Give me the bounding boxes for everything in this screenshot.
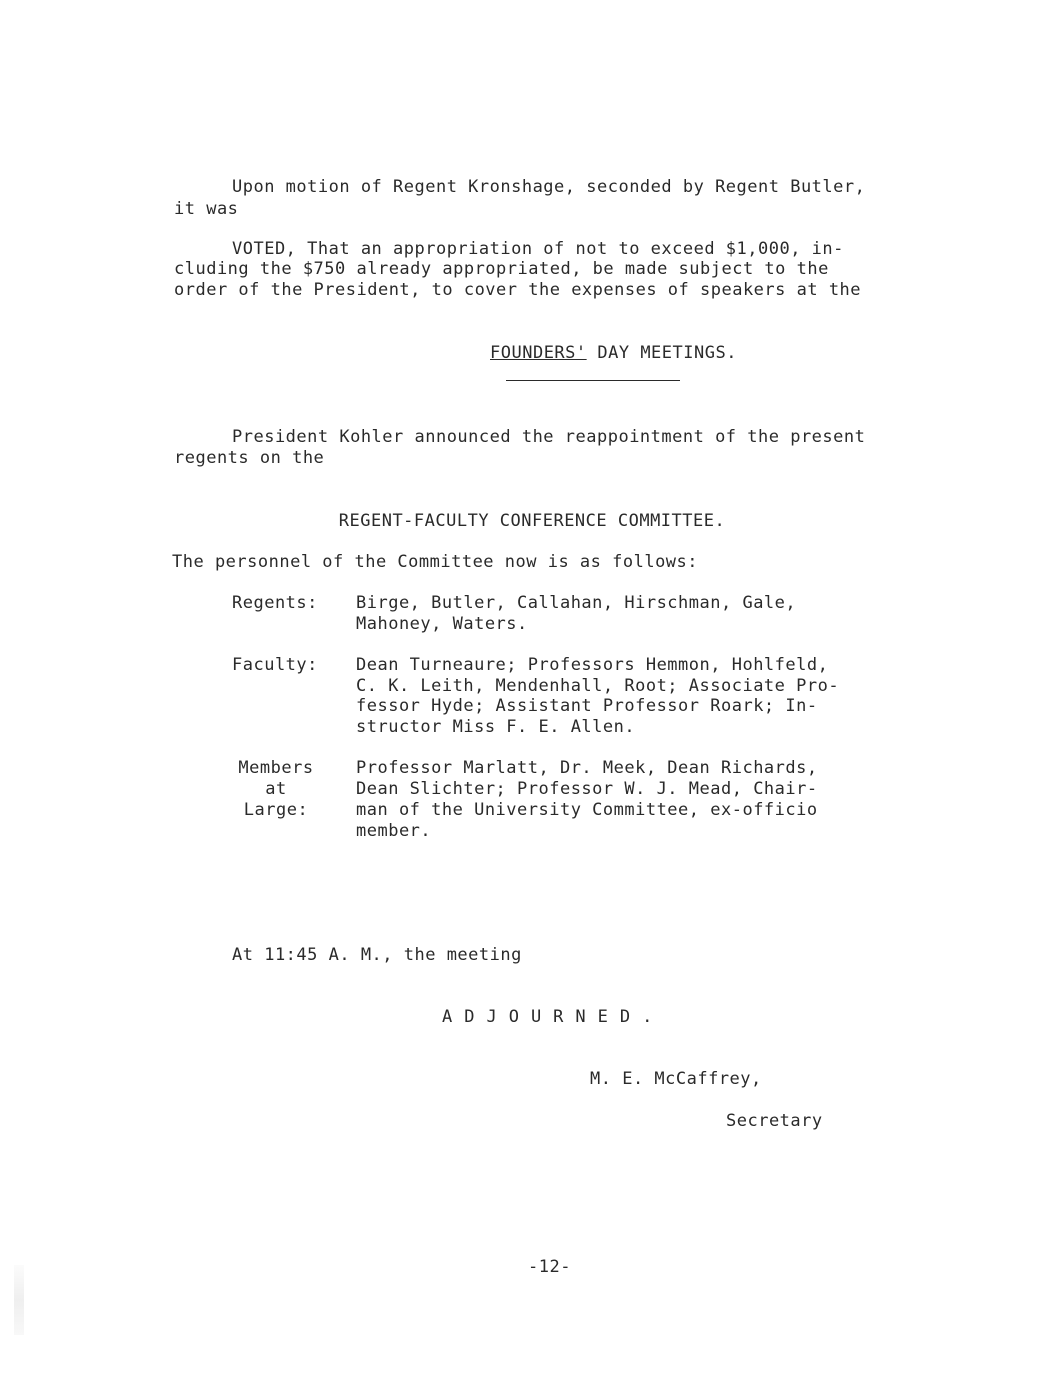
members-line-4: member.	[356, 821, 432, 841]
members-label-2: at	[265, 779, 287, 799]
announcement-line-1: President Kohler announced the reappointment of the present	[232, 427, 866, 447]
faculty-label: Faculty:	[232, 655, 318, 675]
faculty-line-3: fessor Hyde; Assistant Professor Roark; In-	[356, 696, 818, 716]
members-label-3: Large:	[243, 800, 309, 820]
motion-line-2: it was	[174, 199, 239, 219]
founders-heading-rest: DAY MEETINGS.	[586, 343, 737, 363]
founders-day-heading	[0, 320, 1064, 386]
founders-heading-underlined: FOUNDERS'	[490, 343, 587, 363]
faculty-line-1: Dean Turneaure; Professors Hemmon, Hohlfeld,	[356, 655, 829, 675]
adjournment-time-line: At 11:45 A. M., the meeting	[232, 945, 522, 965]
members-label-1: Members	[238, 758, 314, 778]
regents-label: Regents:	[232, 593, 318, 613]
voted-line-1: VOTED, That an appropriation of not to exceed $1,000, in-	[232, 239, 844, 259]
members-line-1: Professor Marlatt, Dr. Meek, Dean Richards,	[356, 758, 818, 778]
personnel-intro: The personnel of the Committee now is as follows:	[172, 552, 699, 572]
page-number: -12-	[528, 1257, 571, 1277]
scan-edge-mark	[14, 1265, 24, 1335]
regents-line-1: Birge, Butler, Callahan, Hirschman, Gale,	[356, 593, 797, 613]
section-divider	[506, 380, 680, 381]
faculty-line-2: C. K. Leith, Mendenhall, Root; Associate Pro-	[356, 676, 840, 696]
voted-line-3: order of the President, to cover the expenses of speakers at the	[174, 280, 862, 300]
members-line-2: Dean Slichter; Professor W. J. Mead, Chair-	[356, 779, 818, 799]
signature-name: M. E. McCaffrey,	[590, 1069, 762, 1089]
members-line-3: man of the University Committee, ex-officio	[356, 800, 818, 820]
adjourned-heading: ADJOURNED.	[442, 1007, 665, 1027]
motion-line-1: Upon motion of Regent Kronshage, seconded by Regent Butler,	[232, 177, 866, 197]
regents-line-2: Mahoney, Waters.	[356, 614, 528, 634]
faculty-line-4: structor Miss F. E. Allen.	[356, 717, 636, 737]
committee-heading: REGENT-FACULTY CONFERENCE COMMITTEE.	[338, 511, 726, 531]
announcement-line-2: regents on the	[174, 448, 325, 468]
voted-line-2: cluding the $750 already appropriated, be made subject to the	[174, 259, 829, 279]
signature-title: Secretary	[726, 1111, 823, 1131]
